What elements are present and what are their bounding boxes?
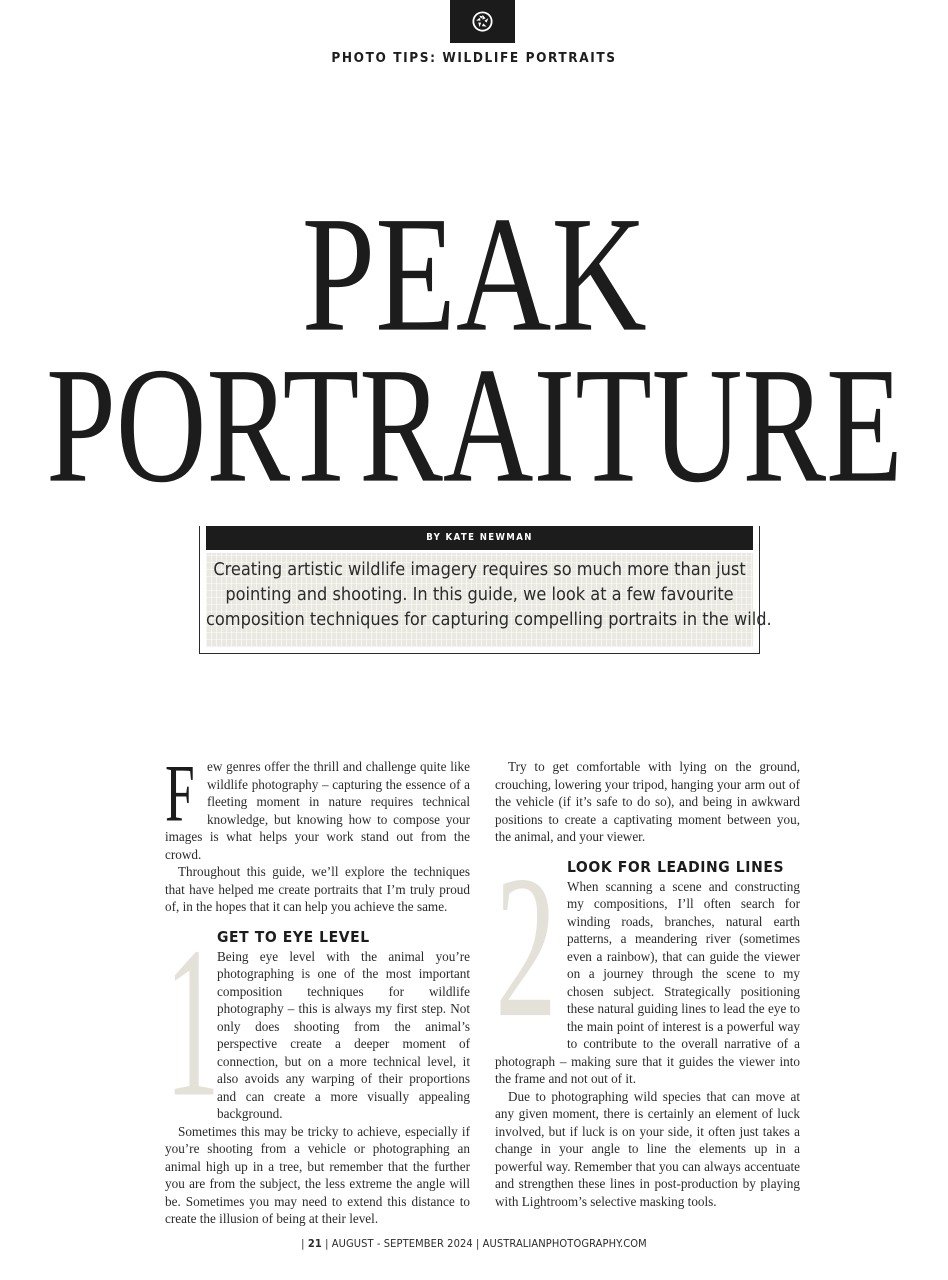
intro-paragraph-2: Throughout this guide, we’ll explore the techniques that have helped me create portraits that I’m truly proud of, in the hopes that it can help you achieve the same. xyxy=(165,864,470,914)
headline-line-2 xyxy=(0,334,948,518)
intro-text: ew genres offer the thrill and challenge quite like wildlife photography – capturing the essence of a fleeting moment in nature requires technical knowledge, but knowing how to compose your images is what helps your work stand out from the crowd. xyxy=(165,759,470,862)
section-2-paragraph-1: When scanning a scene and constructing my compositions, I’ll often search for winding roads, branches, natural earth patterns, a meandering river (sometimes even a rainbow), that can guide the viewer on a journey through the scene to my chosen subject. Strategically positioning these natural guiding lines to lead the eye to the main point of interest is a powerful way to contribute to the overall narrative of a photograph – making sure that it guides the viewer into the frame and not out of it. xyxy=(495,878,800,1086)
standfirst-line: pointing and shooting. In this guide, we look at a few favourite xyxy=(225,584,734,605)
headline-text-2: PORTRAITURE xyxy=(45,334,903,518)
section-badge xyxy=(450,0,515,43)
standfirst-line: composition techniques for capturing compelling portraits in the wild. xyxy=(206,609,772,630)
section-1-paragraph-2: Sometimes this may be tricky to achieve, especially if you’re shooting from a vehicle or photographing an animal high up in a tree, but remember that the further you are from the subject, the less extreme the angle will be. Sometimes you may need to extend this distance to create the illusion of being at their level. xyxy=(165,1123,470,1226)
section-number-2: 2 xyxy=(495,834,557,1060)
section-2-paragraph-2: Due to photographing wild species that can move at any given moment, there is certainly an element of luck involved, but if luck is on your side, it often just takes a change in your angle to line the elements up in a powerful way. Remember that you can always accentuate and strengthen these lines in post-production by playing with Lightroom’s selective masking tools. xyxy=(495,1088,800,1209)
article-column-right xyxy=(495,758,800,1210)
footer-issue-info: | AUGUST - SEPTEMBER 2024 | AUSTRALIANPHOTOGRAPHY.COM xyxy=(321,1237,647,1250)
section-number-1: 1 xyxy=(165,902,220,1142)
byline: BY KATE NEWMAN xyxy=(206,526,753,550)
article-column-left xyxy=(165,749,470,1228)
headline-line-1 xyxy=(0,183,948,367)
footer-separator: | xyxy=(301,1237,308,1250)
page-footer xyxy=(0,1237,948,1250)
standfirst-line: Creating artistic wildlife imagery requires so much more than just xyxy=(213,559,746,580)
section-heading-1: GET TO EYE LEVEL xyxy=(217,927,370,946)
section-eye-level xyxy=(165,902,470,1228)
drop-cap: F xyxy=(165,749,195,840)
standfirst-box xyxy=(199,526,772,654)
intro-paragraph xyxy=(165,749,470,863)
section-leading-lines xyxy=(495,834,800,1211)
section-label: PHOTO TIPS: WILDLIFE PORTRAITS xyxy=(331,50,617,66)
section-heading-2: LOOK FOR LEADING LINES xyxy=(567,857,785,876)
standfirst xyxy=(206,553,772,647)
section-1-paragraph-1: Being eye level with the animal you’re photographing is one of the most important composition techniques for wildlife photography – this is always my first step. Not only does shooting from the animal’s perspective create a deeper moment of connection, but on a more technical level, it also avoids any warping of their proportions and can create a more visually appealing background. xyxy=(217,948,470,1121)
right-intro-paragraph: Try to get comfortable with lying on the ground, crouching, lowering your tripod, hanging your arm out of the vehicle (if it’s safe to do so), and being in awkward positions to create a captivating moment between you, the animal, and your viewer. xyxy=(495,759,800,844)
camera-shutter-icon xyxy=(471,10,494,33)
page-number: 21 xyxy=(307,1237,322,1250)
headline-text-1: PEAK xyxy=(301,183,647,367)
